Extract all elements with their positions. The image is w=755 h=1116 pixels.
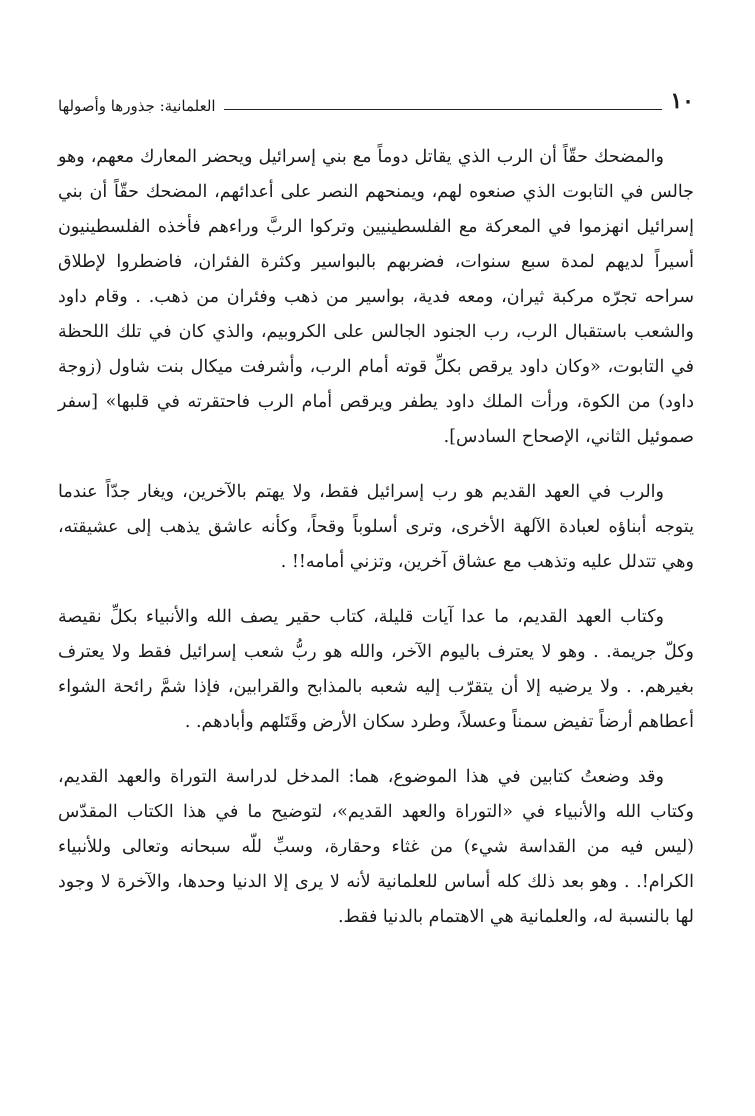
paragraph: والمضحك حقّاً أن الرب الذي يقاتل دوماً مع بني إسرائيل ويحضر المعارك معهم، وهو جالس في التابوت الذي صنعوه لهم، ويمنحهم النصر على أعدائهم، المضحك حقّاً أن بني إسرائيل انهزموا في المعركة مع الفلسطينيين وتركوا الربَّ وراءهم فأخذه الفلسطينيون أسيراً لديهم لمدة سبع سنوات، فضربهم بالبواسير وكثرة الفئران، فاضطروا لإطلاق سراحه تجرّه مركبة ثيران، ومعه فدية، بواسير من ذهب وفئران من ذهب. . وقام داود والشعب باستقبال الرب، رب الجنود الجالس على الكروبيم، والذي كان في تلك اللحظة في التابوت، «وكان داود يرقص بكلِّ قوته أمام الرب، وأشرفت ميكال بنت شاول (زوجة داود) من الكوة، ورأت الملك داود يطفر ويرقص أمام الرب فاحتقرته في قلبها» [سفر صموئيل الثاني، الإصحاح السادس]. [58, 147, 694, 447]
book-page [58, 82, 694, 1092]
page-number: ١٠ [670, 88, 694, 114]
body-text [58, 140, 694, 935]
header-rule [224, 109, 663, 110]
paragraph: وكتاب العهد القديم، ما عدا آيات قليلة، كتاب حقير يصف الله والأنبياء بكلِّ نقيصة وكلّ جريمة. . وهو لا يعترف باليوم الآخر، والله هو ربُّ شعب إسرائيل فقط ولا يعترف بغيرهم. . ولا يرضيه إلا أن يتقرّب إليه شعبه بالمذابح والقرابين، فإذا شمَّ رائحة الشواء أعطاهم أرضاً تفيض سمناً وعسلاً، وطرد سكان الأرض وقَتَلهم وأبادهم. . [58, 607, 694, 732]
paragraph: والرب في العهد القديم هو رب إسرائيل فقط، ولا يهتم بالآخرين، ويغار جدّاً عندما يتوجه أبناؤه لعبادة الآلهة الأخرى، وترى أسلوباً وقحاً، وكأنه عاشق يذهب إلى عشيقته، وهي تتدلل عليه وتذهب مع عشاق آخرين، وتزني أمامه!! . [58, 482, 694, 572]
paragraph: وقد وضعتُ كتابين في هذا الموضوع، هما: المدخل لدراسة التوراة والعهد القديم، وكتاب الله والأنبياء في «التوراة والعهد القديم»، لتوضيح ما في هذا الكتاب المقدّس (ليس فيه من القداسة شيء) من غثاء وحقارة، وسبِّ للّه سبحانه وتعالى وللأنبياء الكرام!. . وهو بعد ذلك كله أساس للعلمانية لأنه لا يرى إلا الدنيا وحدها، والآخرة لا وجود لها بالنسبة له، والعلمانية هي الاهتمام بالدنيا فقط. [58, 767, 694, 927]
book-title: العلمانية: جذورها وأصولها [58, 97, 216, 115]
running-header [58, 82, 694, 116]
